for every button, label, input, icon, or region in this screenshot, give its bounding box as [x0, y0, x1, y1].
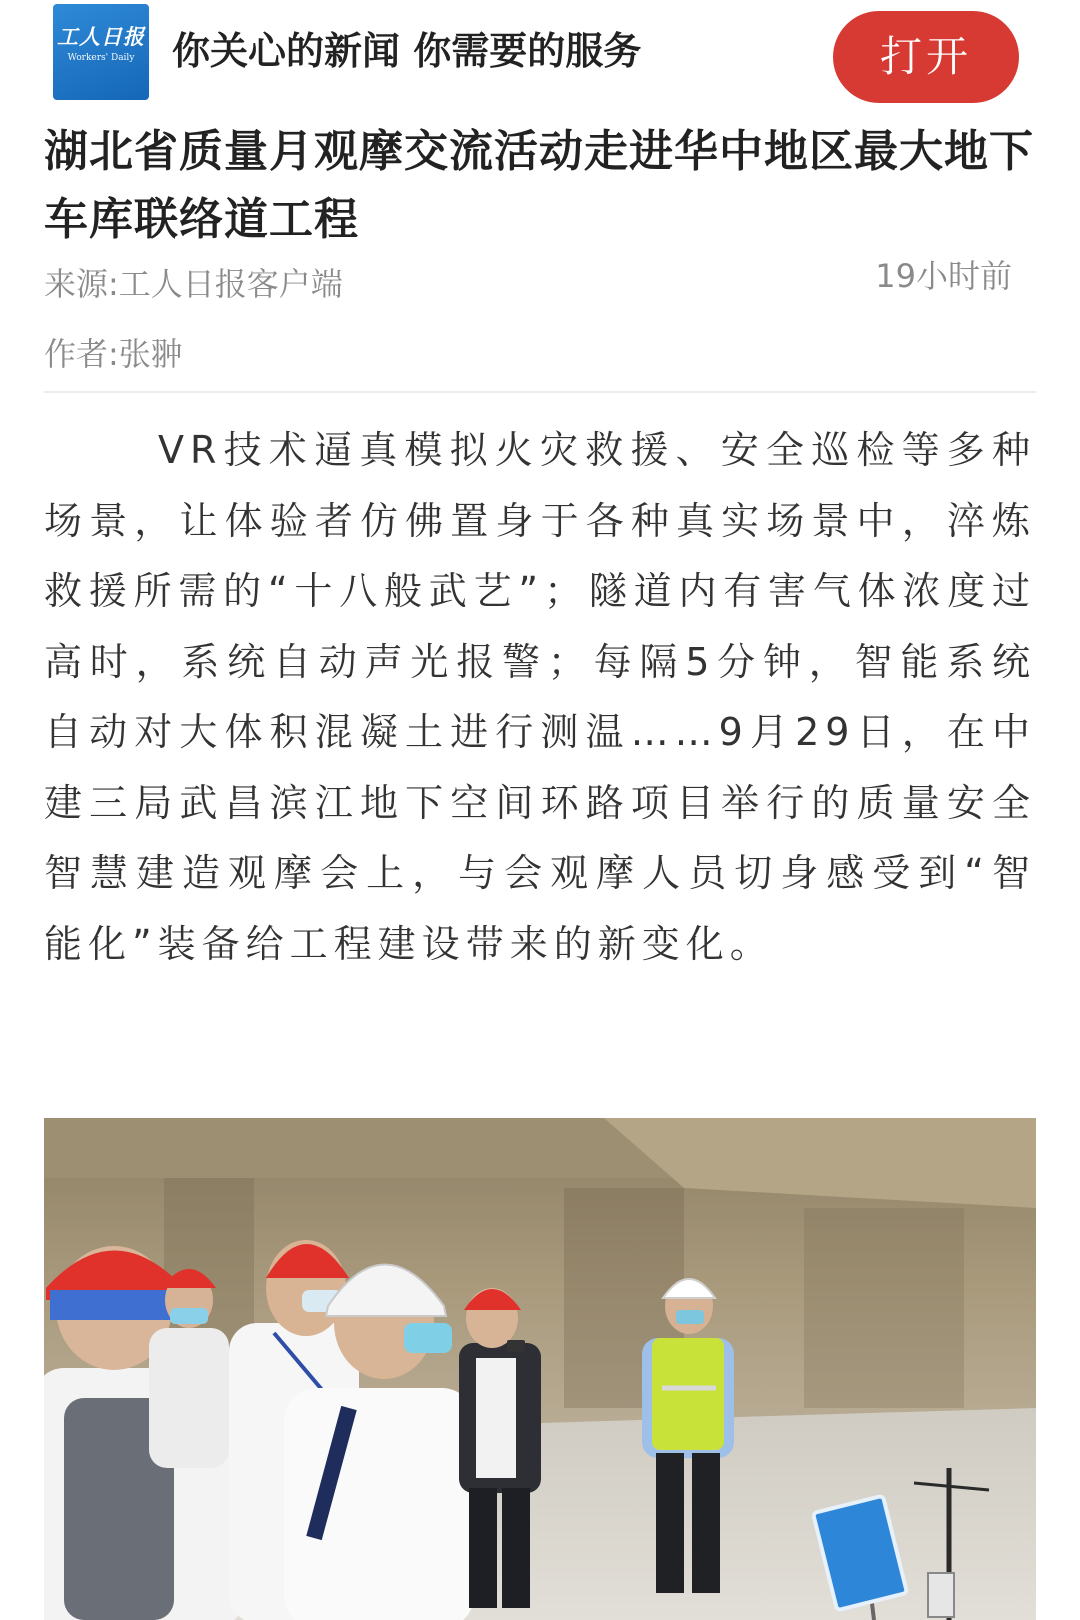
article-body: VR技术逼真模拟火灾救援、安全巡检等多种场景，让体验者仿佛置身于各种真实场景中，淬炼救援所需的“十八般武艺”；隧道内有害气体浓度过高时，系统自动声光报警；每隔5分钟，智能系统自动对大体积混凝土进行测温……9月29日，在中建三局武昌滨江地下空间环路项目举行的质量安全智慧建造观摩会上，与会观摩人员切身感受到“智能化”装备给工程建设带来的新变化。	[44, 428, 1036, 966]
app-logo	[53, 4, 149, 100]
article-photo[interactable]	[44, 1118, 1036, 1620]
meta-divider	[44, 391, 1036, 393]
logo-text: 工人日报	[57, 24, 145, 49]
banner-slogan: 你关心的新闻 你需要的服务	[172, 29, 642, 73]
wall-stain-3	[804, 1208, 964, 1408]
article-title: 湖北省质量月观摩交流活动走进华中地区最大地下车库联络道工程	[44, 126, 1034, 245]
photo-scene	[44, 1118, 1036, 1620]
article-author: 作者:张翀	[44, 335, 183, 373]
open-app-button[interactable]: 打开	[833, 11, 1019, 103]
article-time: 19小时前	[875, 257, 1012, 295]
logo-subtext: Workers' Daily	[67, 53, 135, 63]
article-source: 来源:工人日报客户端	[44, 265, 343, 303]
